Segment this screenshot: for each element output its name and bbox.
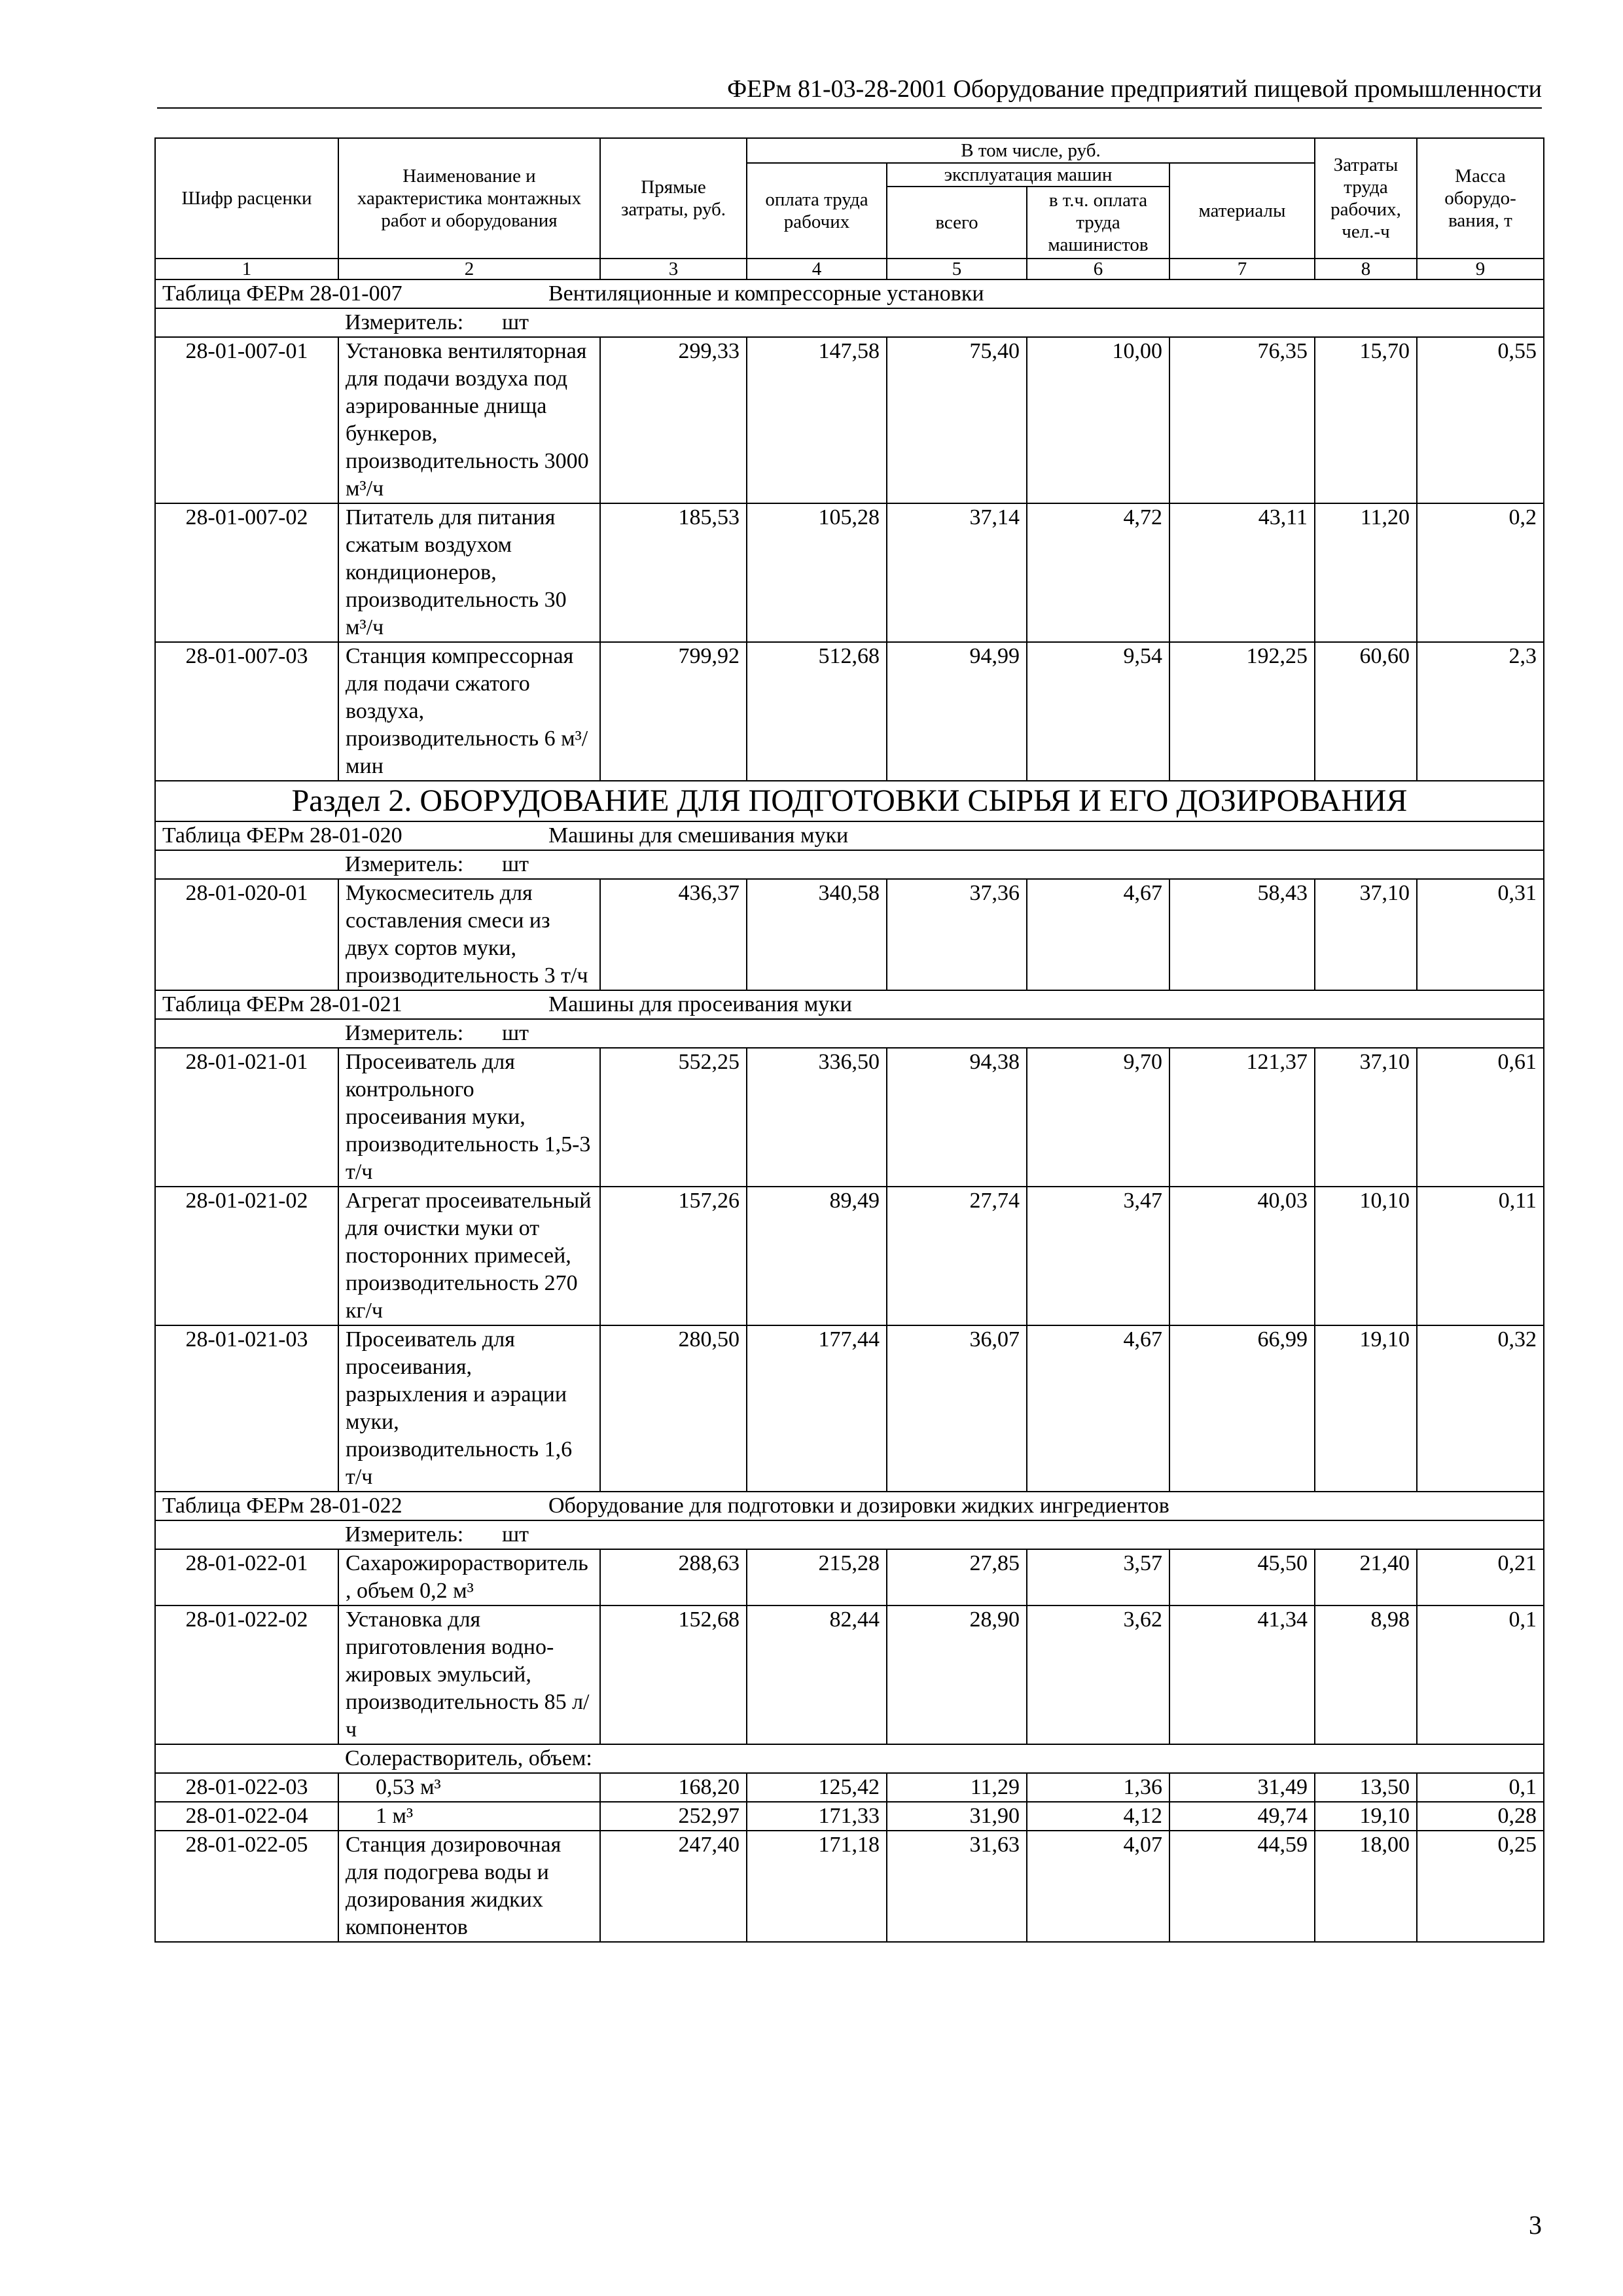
machine-total: 11,29 (887, 1773, 1027, 1802)
labor-pay: 512,68 (747, 642, 887, 781)
col-machine-labor: в т.ч. оплата труда машинистов (1027, 187, 1169, 259)
table-number: Таблица ФЕРм 28-01-007 (162, 281, 402, 306)
machine-total: 75,40 (887, 337, 1027, 503)
labor-hours: 37,10 (1315, 1048, 1417, 1187)
labor-hours: 8,98 (1315, 1605, 1417, 1744)
unit-row (155, 1520, 1544, 1549)
materials: 49,74 (1169, 1802, 1315, 1831)
machine-total: 28,90 (887, 1605, 1027, 1744)
direct-cost: 299,33 (600, 337, 747, 503)
equipment-mass: 0,28 (1417, 1802, 1544, 1831)
table-row (155, 1802, 1544, 1831)
rate-code: 28-01-007-02 (155, 503, 338, 642)
unit-cell (338, 1520, 1544, 1549)
machine-total: 27,85 (887, 1549, 1027, 1605)
col-number: 1 (155, 259, 338, 279)
machine-total: 37,14 (887, 503, 1027, 642)
unit-value: шт (502, 310, 529, 334)
table-header (155, 138, 1544, 279)
machine-labor: 10,00 (1027, 337, 1169, 503)
rate-code: 28-01-021-02 (155, 1187, 338, 1325)
unit-label: Измеритель: (345, 1522, 464, 1547)
labor-pay: 82,44 (747, 1605, 887, 1744)
rate-name: Сахарожирорастворитель, объем 0,2 м³ (338, 1549, 600, 1605)
labor-hours: 18,00 (1315, 1831, 1417, 1942)
direct-cost: 552,25 (600, 1048, 747, 1187)
rate-code: 28-01-007-01 (155, 337, 338, 503)
table-row (155, 1605, 1544, 1744)
machine-total: 94,38 (887, 1048, 1027, 1187)
table-caption-row (155, 821, 1544, 850)
unit-cell (338, 1019, 1544, 1048)
rate-name: Питатель для питания сжатым воздухом кондиционеров, производительность 30 м³/ч (338, 503, 600, 642)
table-caption (155, 821, 1544, 850)
page-number: 3 (1529, 2210, 1542, 2240)
col-number: 3 (600, 259, 747, 279)
machine-total: 31,90 (887, 1802, 1027, 1831)
rate-name: Станция компрессорная для подачи сжатого воздуха, производительность 6 м³/мин (338, 642, 600, 781)
unit-row (155, 850, 1544, 879)
col-name: Наименование и характеристика монтажных работ и оборудования (338, 138, 600, 259)
equipment-mass: 0,1 (1417, 1773, 1544, 1802)
table-caption (155, 279, 1544, 308)
materials: 192,25 (1169, 642, 1315, 781)
equipment-mass: 0,11 (1417, 1187, 1544, 1325)
equipment-mass: 0,32 (1417, 1325, 1544, 1492)
direct-cost: 168,20 (600, 1773, 747, 1802)
rate-name: Агрегат просеивательный для очистки муки от посторонних примесей, производительность 270 кг/ч (338, 1187, 600, 1325)
labor-hours: 11,20 (1315, 503, 1417, 642)
table-row (155, 337, 1544, 503)
labor-pay: 89,49 (747, 1187, 887, 1325)
labor-pay: 147,58 (747, 337, 887, 503)
materials: 40,03 (1169, 1187, 1315, 1325)
equipment-mass: 0,2 (1417, 503, 1544, 642)
materials: 44,59 (1169, 1831, 1315, 1942)
labor-pay: 336,50 (747, 1048, 887, 1187)
materials: 76,35 (1169, 337, 1315, 503)
table-row (155, 879, 1544, 990)
subgroup-label: Солерастворитель, объем: (338, 1744, 1544, 1773)
table-row (155, 1048, 1544, 1187)
machine-labor: 4,67 (1027, 879, 1169, 990)
materials: 43,11 (1169, 503, 1315, 642)
direct-cost: 799,92 (600, 642, 747, 781)
table-caption-row (155, 279, 1544, 308)
unit-row (155, 308, 1544, 337)
rate-code: 28-01-022-02 (155, 1605, 338, 1744)
rate-code: 28-01-020-01 (155, 879, 338, 990)
col-mass: Масса оборудо-вания, т (1417, 138, 1544, 259)
machine-labor: 4,72 (1027, 503, 1169, 642)
table-caption (155, 990, 1544, 1019)
rate-code: 28-01-022-04 (155, 1802, 338, 1831)
col-machine-total: всего (887, 187, 1027, 259)
col-including: В том числе, руб. (747, 138, 1315, 163)
section-row (155, 781, 1544, 821)
materials: 41,34 (1169, 1605, 1315, 1744)
unit-cell (338, 308, 1544, 337)
direct-cost: 252,97 (600, 1802, 747, 1831)
rate-name: Установка для приготовления водно-жировых эмульсий, производительность 85 л/ч (338, 1605, 600, 1744)
machine-labor: 1,36 (1027, 1773, 1169, 1802)
rate-name: Мукосмеситель для составления смеси из двух сортов муки, производительность 3 т/ч (338, 879, 600, 990)
table-row (155, 1325, 1544, 1492)
direct-cost: 247,40 (600, 1831, 747, 1942)
col-number: 8 (1315, 259, 1417, 279)
direct-cost: 436,37 (600, 879, 747, 990)
labor-pay: 171,18 (747, 1831, 887, 1942)
col-number: 9 (1417, 259, 1544, 279)
col-materials: материалы (1169, 163, 1315, 259)
rate-name: 0,53 м³ (338, 1773, 600, 1802)
rate-name: Просеиватель для просеивания, разрыхления и аэрации муки, производительность 1,6 т/ч (338, 1325, 600, 1492)
direct-cost: 280,50 (600, 1325, 747, 1492)
materials: 121,37 (1169, 1048, 1315, 1187)
rate-name: Станция дозировочная для подогрева воды и дозирования жидких компонентов (338, 1831, 600, 1942)
labor-hours: 21,40 (1315, 1549, 1417, 1605)
rate-code: 28-01-021-01 (155, 1048, 338, 1187)
machine-labor: 9,70 (1027, 1048, 1169, 1187)
col-labor-hours: Затраты труда рабочих, чел.-ч (1315, 138, 1417, 259)
table-caption-row (155, 990, 1544, 1019)
direct-cost: 288,63 (600, 1549, 747, 1605)
labor-pay: 177,44 (747, 1325, 887, 1492)
equipment-mass: 2,3 (1417, 642, 1544, 781)
unit-value: шт (502, 1021, 529, 1045)
direct-cost: 157,26 (600, 1187, 747, 1325)
labor-hours: 60,60 (1315, 642, 1417, 781)
rate-name: 1 м³ (338, 1802, 600, 1831)
rate-code: 28-01-022-05 (155, 1831, 338, 1942)
table-row (155, 642, 1544, 781)
labor-pay: 215,28 (747, 1549, 887, 1605)
table-row (155, 1773, 1544, 1802)
labor-hours: 19,10 (1315, 1325, 1417, 1492)
rate-code: 28-01-021-03 (155, 1325, 338, 1492)
col-direct: Прямые затраты, руб. (600, 138, 747, 259)
labor-pay: 171,33 (747, 1802, 887, 1831)
materials: 45,50 (1169, 1549, 1315, 1605)
table-number: Таблица ФЕРм 28-01-022 (162, 1494, 402, 1518)
table-row (155, 1831, 1544, 1942)
unit-row (155, 1019, 1544, 1048)
section-title: Раздел 2. ОБОРУДОВАНИЕ ДЛЯ ПОДГОТОВКИ СЫРЬЯ И ЕГО ДОЗИРОВАНИЯ (155, 781, 1544, 821)
table-number: Таблица ФЕРм 28-01-020 (162, 823, 402, 848)
machine-labor: 4,12 (1027, 1802, 1169, 1831)
unit-label: Измеритель: (345, 852, 464, 876)
machine-total: 31,63 (887, 1831, 1027, 1942)
rates-table (154, 137, 1544, 1943)
table-row (155, 1187, 1544, 1325)
labor-hours: 13,50 (1315, 1773, 1417, 1802)
labor-hours: 19,10 (1315, 1802, 1417, 1831)
equipment-mass: 0,25 (1417, 1831, 1544, 1942)
machine-total: 27,74 (887, 1187, 1027, 1325)
table-title: Машины для просеивания муки (548, 992, 852, 1016)
machine-labor: 3,62 (1027, 1605, 1169, 1744)
labor-hours: 10,10 (1315, 1187, 1417, 1325)
rate-code: 28-01-022-01 (155, 1549, 338, 1605)
col-labor-pay: оплата труда рабочих (747, 163, 887, 259)
rate-code: 28-01-022-03 (155, 1773, 338, 1802)
machine-total: 37,36 (887, 879, 1027, 990)
machine-labor: 9,54 (1027, 642, 1169, 781)
direct-cost: 185,53 (600, 503, 747, 642)
equipment-mass: 0,61 (1417, 1048, 1544, 1187)
machine-labor: 3,47 (1027, 1187, 1169, 1325)
unit-label: Измеритель: (345, 1021, 464, 1045)
materials: 58,43 (1169, 879, 1315, 990)
running-header: ФЕРм 81-03-28-2001 Оборудование предприятий пищевой промышленности (157, 73, 1542, 109)
rate-code: 28-01-007-03 (155, 642, 338, 781)
table-title: Оборудование для подготовки и дозировки жидких ингредиентов (548, 1494, 1169, 1518)
unit-cell (338, 850, 1544, 879)
rate-name: Установка вентиляторная для подачи воздуха под аэрированные днища бункеров, производительность 3000 м³/ч (338, 337, 600, 503)
col-number: 6 (1027, 259, 1169, 279)
table-caption (155, 1492, 1544, 1520)
col-machine-op: эксплуатация машин (887, 163, 1169, 187)
col-number: 7 (1169, 259, 1315, 279)
equipment-mass: 0,55 (1417, 337, 1544, 503)
table-title: Вентиляционные и компрессорные установки (548, 281, 984, 306)
table-number: Таблица ФЕРм 28-01-021 (162, 992, 402, 1016)
labor-pay: 105,28 (747, 503, 887, 642)
machine-labor: 3,57 (1027, 1549, 1169, 1605)
equipment-mass: 0,21 (1417, 1549, 1544, 1605)
col-code: Шифр расценки (155, 138, 338, 259)
machine-total: 36,07 (887, 1325, 1027, 1492)
materials: 31,49 (1169, 1773, 1315, 1802)
col-number: 2 (338, 259, 600, 279)
machine-labor: 4,67 (1027, 1325, 1169, 1492)
rate-name: Просеиватель для контрольного просеивания муки, производительность 1,5-3 т/ч (338, 1048, 600, 1187)
labor-hours: 15,70 (1315, 337, 1417, 503)
labor-pay: 340,58 (747, 879, 887, 990)
equipment-mass: 0,31 (1417, 879, 1544, 990)
col-number: 4 (747, 259, 887, 279)
table-row (155, 503, 1544, 642)
table-caption-row (155, 1492, 1544, 1520)
labor-pay: 125,42 (747, 1773, 887, 1802)
table-row (155, 1549, 1544, 1605)
machine-total: 94,99 (887, 642, 1027, 781)
machine-labor: 4,07 (1027, 1831, 1169, 1942)
materials: 66,99 (1169, 1325, 1315, 1492)
equipment-mass: 0,1 (1417, 1605, 1544, 1744)
labor-hours: 37,10 (1315, 879, 1417, 990)
unit-value: шт (502, 1522, 529, 1547)
unit-label: Измеритель: (345, 310, 464, 334)
table-title: Машины для смешивания муки (548, 823, 849, 848)
unit-value: шт (502, 852, 529, 876)
subgroup-row (155, 1744, 1544, 1773)
direct-cost: 152,68 (600, 1605, 747, 1744)
col-number: 5 (887, 259, 1027, 279)
